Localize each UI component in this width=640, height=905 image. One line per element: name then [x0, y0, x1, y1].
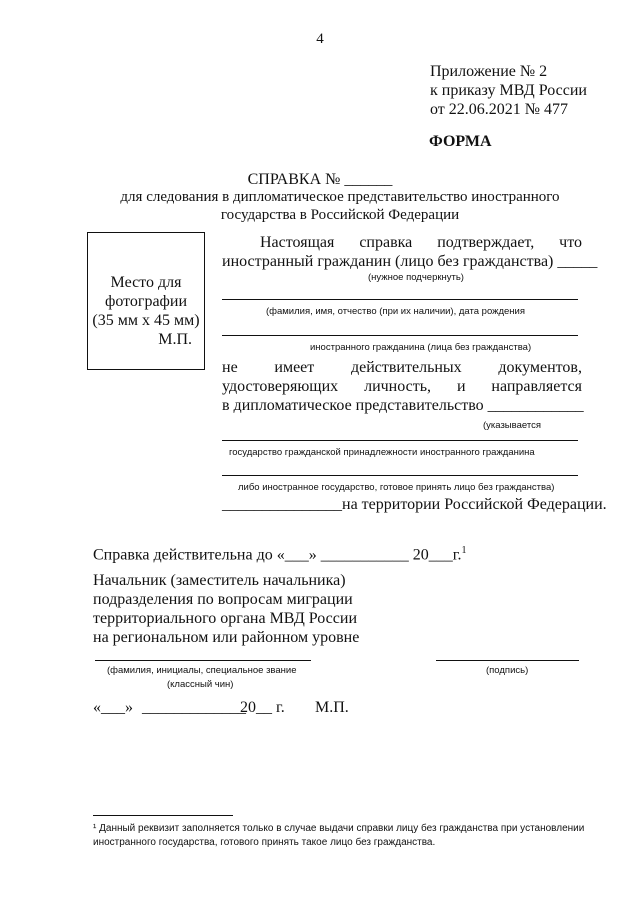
- confirm-line: [260, 233, 582, 252]
- hint-or-state: либо иностранное государство, готовое принять лицо без гражданства): [238, 482, 555, 493]
- confirm-word-4: что: [559, 234, 582, 251]
- title-line-3: государства в Российской Федерации: [220, 207, 460, 223]
- citizen-field-line: [222, 335, 578, 336]
- title-line-1: СПРАВКА № ______: [247, 171, 393, 188]
- to-mission-line: в дипломатическое представительство ____________: [222, 397, 584, 414]
- appendix-line-2: к приказу МВД России: [430, 82, 587, 99]
- hint-underline: (нужное подчеркнуть): [368, 272, 464, 283]
- page-number: 4: [316, 31, 324, 47]
- confirm-word-3: подтверждает,: [437, 234, 535, 251]
- date-month: _____________: [142, 699, 246, 716]
- hint-state: государство гражданской принадлежности иностранного гражданина: [229, 447, 535, 458]
- document-subtitle: [60, 188, 620, 224]
- appendix-block: [430, 62, 587, 119]
- footnote-separator: [93, 815, 233, 816]
- no-docs-word-3: действительных: [350, 359, 462, 376]
- photo-stamp: М.П.: [158, 331, 192, 348]
- validity-line: [93, 541, 466, 564]
- footnote-block: [93, 822, 584, 850]
- signatory-line-3: территориального органа МВД России: [93, 610, 358, 627]
- photo-line-1: Место для: [110, 274, 182, 291]
- document-title: [60, 170, 580, 189]
- hint-foreign: иностранного гражданина (лица без гражданства): [310, 342, 532, 353]
- identity-line: [222, 377, 582, 396]
- photo-line-3: (35 мм х 45 мм): [92, 312, 200, 329]
- hint-signature-rank: (классный чин): [167, 679, 234, 690]
- hint-signature-name: (фамилия, инициалы, специальное звание: [107, 665, 297, 676]
- signatory-line-4: на региональном или районном уровне: [93, 629, 360, 646]
- other-state-field-line: [222, 475, 578, 476]
- name-signature-line: [95, 660, 311, 661]
- hint-sign: (подпись): [486, 665, 529, 676]
- no-docs-word-4: документов,: [498, 359, 582, 376]
- no-docs-word-2: имеет: [274, 359, 315, 376]
- no-docs-word-1: не: [222, 359, 238, 376]
- date-day: «___»: [93, 699, 133, 716]
- identity-word-1: удостоверяющих: [222, 378, 339, 395]
- hint-specified: (указывается: [483, 420, 541, 431]
- appendix-line-1: Приложение № 2: [430, 63, 548, 80]
- date-stamp: М.П.: [315, 699, 349, 716]
- validity-footnote-mark: 1: [461, 545, 467, 556]
- signatory-line-1: Начальник (заместитель начальника): [93, 572, 346, 589]
- hint-name: (фамилия, имя, отчество (при их наличии), дата рождения: [266, 306, 526, 317]
- signatory-block: [93, 571, 359, 647]
- foreign-citizen-line: иностранный гражданин (лицо без гражданства) _____: [222, 253, 598, 270]
- footnote-line-2: иностранного государства, готового принять такое лицо без гражданства.: [93, 837, 436, 848]
- appendix-line-3: от 22.06.2021 № 477: [430, 101, 569, 118]
- no-documents-line: [222, 358, 582, 377]
- confirm-word-2: справка: [359, 234, 413, 251]
- validity-text: Справка действительна до «___» ___________ 20___г.: [93, 546, 462, 564]
- name-field-line: [222, 299, 578, 300]
- form-label: ФОРМА: [429, 133, 492, 150]
- photo-placeholder-box: [87, 232, 205, 370]
- photo-line-2: фотографии: [104, 293, 188, 310]
- date-year: 20__ г.: [240, 699, 285, 716]
- confirm-word-1: Настоящая: [260, 234, 335, 251]
- identity-word-2: личность,: [364, 378, 432, 395]
- footnote-line-1: ¹ Данный реквизит заполняется только в случае выдачи справки лицу без гражданства при установлении: [93, 823, 585, 834]
- title-line-2: для следования в дипломатическое представительство иностранного: [120, 189, 560, 205]
- state-field-line: [222, 440, 578, 441]
- signatory-line-2: подразделения по вопросам миграции: [93, 591, 353, 608]
- territory-line: _______________на территории Российской Федерации.: [222, 496, 607, 513]
- sign-line: [436, 660, 579, 661]
- identity-word-4: направляется: [491, 378, 582, 395]
- identity-word-3: и: [456, 378, 466, 395]
